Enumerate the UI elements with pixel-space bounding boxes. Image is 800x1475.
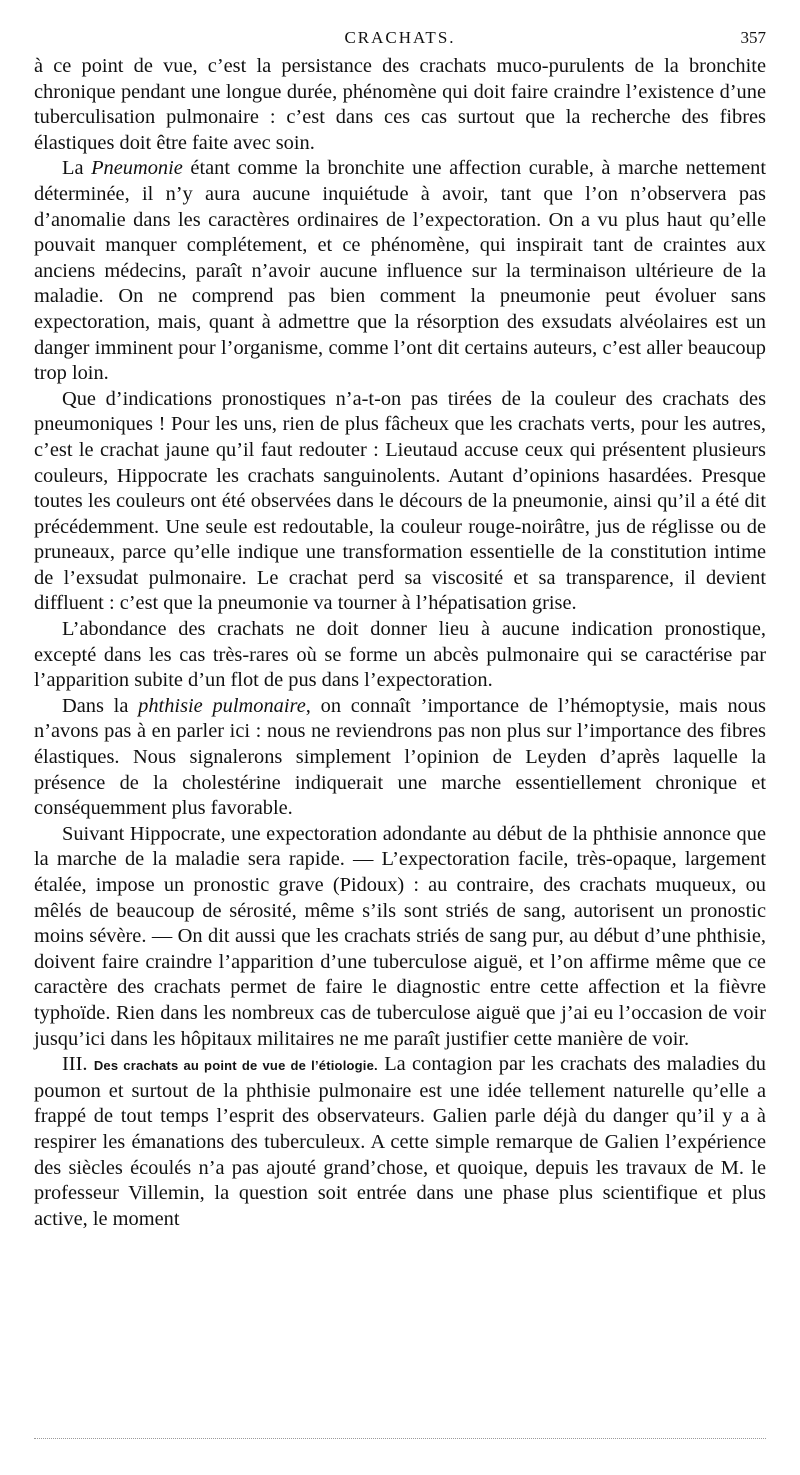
footer-rule xyxy=(34,1438,766,1439)
body-text xyxy=(34,54,766,1232)
running-title: CRACHATS. xyxy=(344,28,456,47)
book-page xyxy=(34,28,766,1232)
term-phthisie: phthisie pulmonaire xyxy=(138,694,306,717)
paragraph-text: La xyxy=(62,157,92,180)
paragraph-abondance: L’abondance des crachats ne doit donner lieu à aucune indication pronostique, excepté dans les cas très-rares où se forme un abcès pulmonaire qui se caractérise par l’apparition subite d’un flot de pus dans l’expectoration. xyxy=(34,618,766,692)
section-number: III. xyxy=(62,1053,88,1076)
paragraph-pneumonie xyxy=(34,156,766,386)
paragraph-bronchite-continuation: à ce point de vue, c’est la persistance des crachats muco-purulents de la bronchite chronique pendant une longue durée, phénomène qui doit faire craindre l’existence d’une tuberculisation pulmonaire : c’est dans ces cas surtout que la recherche des fibres élastiques doit être faite avec soin. xyxy=(34,55,766,154)
section-text: La contagion par les crachats des maladies du poumon et surtout de la phthisie pulmonaire est une idée tellement naturelle qu’elle a frappé de tout temps l’esprit des observateurs. Galien parle déjà du danger qu’il y a à respirer les émanations des tuberculeux. A cette simple remarque de Galien l’expérience des siècles écoulés n’a pas ajouté grand’chose, et quoique, depuis les travaux de M. le professeur Villemin, la question soit entrée dans une phase plus scientifique et plus active, le moment xyxy=(34,1053,766,1230)
section-heading: Des crachats au point de vue de l’étiologie. xyxy=(93,1058,378,1074)
section-etiologie xyxy=(34,1052,766,1232)
paragraph-text: Dans la xyxy=(62,694,139,717)
paragraph-hippocrate: Suivant Hippocrate, une expectoration adondante au début de la phthisie annonce que la marche de la maladie sera rapide. — L’expectoration facile, très-opaque, largement étalée, impose un pronostic grave (Pidoux) : au contraire, des crachats muqueux, ou mêlés de beaucoup de sérosité, même s’ils sont striés de sang, autorisent un pronostic moins sévère. — On dit aussi que les crachats striés de sang pur, au début d’une phthisie, doivent faire craindre l’apparition d’une tuberculose aiguë, et l’on affirme même que ce caractère des crachats permet de faire le diagnostic entre cette affection et la fièvre typhoïde. Rien dans les nombreux cas de tuberculose aiguë que j’ai eu l’occasion de voir jusqu’ici dans les hôpitaux militaires ne me paraît justifier cette manière de voir. xyxy=(34,822,766,1050)
paragraph-text: étant comme la bronchite une affection curable, à marche nettement déterminée, il n’y aura aucune inquiétude à avoir, tant que l’on n’observera pas d’anomalie dans les caractères ordinaires de l’expectoration. On a vu plus haut qu’elle pouvait manquer complétement, et ce phénomène, qui inspirait tant de craintes aux anciens médecins, paraît n’avoir aucune influence sur la terminaison ultérieure de la maladie. On ne comprend pas bien comment la pneumonie peut évoluer sans expectoration, mais, quant à admettre que la résorption des exsudats alvéolaires est un danger imminent pour l’organisme, comme l’ont dit certains auteurs, c’est aller beaucoup trop loin. xyxy=(34,157,767,385)
paragraph-phthisie xyxy=(34,694,766,822)
paragraph-couleur-crachats: Que d’indications pronostiques n’a-t-on pas tirées de la couleur des crachats des pneumoniques ! Pour les uns, rien de plus fâcheux que les crachats verts, pour les autres, c’est le crachat jaune qu’il faut redouter : Lieutaud accuse ceux qui présentent plusieurs couleurs, Hippocrate les crachats sanguinolents. Autant d’opinions hasardées. Presque toutes les couleurs ont été observées dans le décours de la pneumonie, ainsi qu’il a été dit précédemment. Une seule est redoutable, la couleur rouge-noirâtre, jus de réglisse ou de pruneaux, parce qu’elle indique une transformation essentielle de la constitution intime de l’exsudat pulmonaire. Le crachat perd sa viscosité et sa transparence, il devient diffluent : c’est que la pneumonie va tourner à l’hépatisation grise. xyxy=(34,387,766,615)
page-number: 357 xyxy=(740,28,766,47)
term-pneumonie: Pneumonie xyxy=(91,157,183,180)
paragraph-text: , on connaît ’importance de l’hémoptysie, mais nous n’avons pas à en parler ici : nous ne reviendrons pas non plus sur l’importance des fibres élastiques. Nous signalerons simplement l’opinion de Leyden d’après laquelle la présence de la cholestérine indiquerait une marche essentiellement chronique et conséquemment plus favorable. xyxy=(34,694,766,820)
running-head xyxy=(34,28,766,54)
